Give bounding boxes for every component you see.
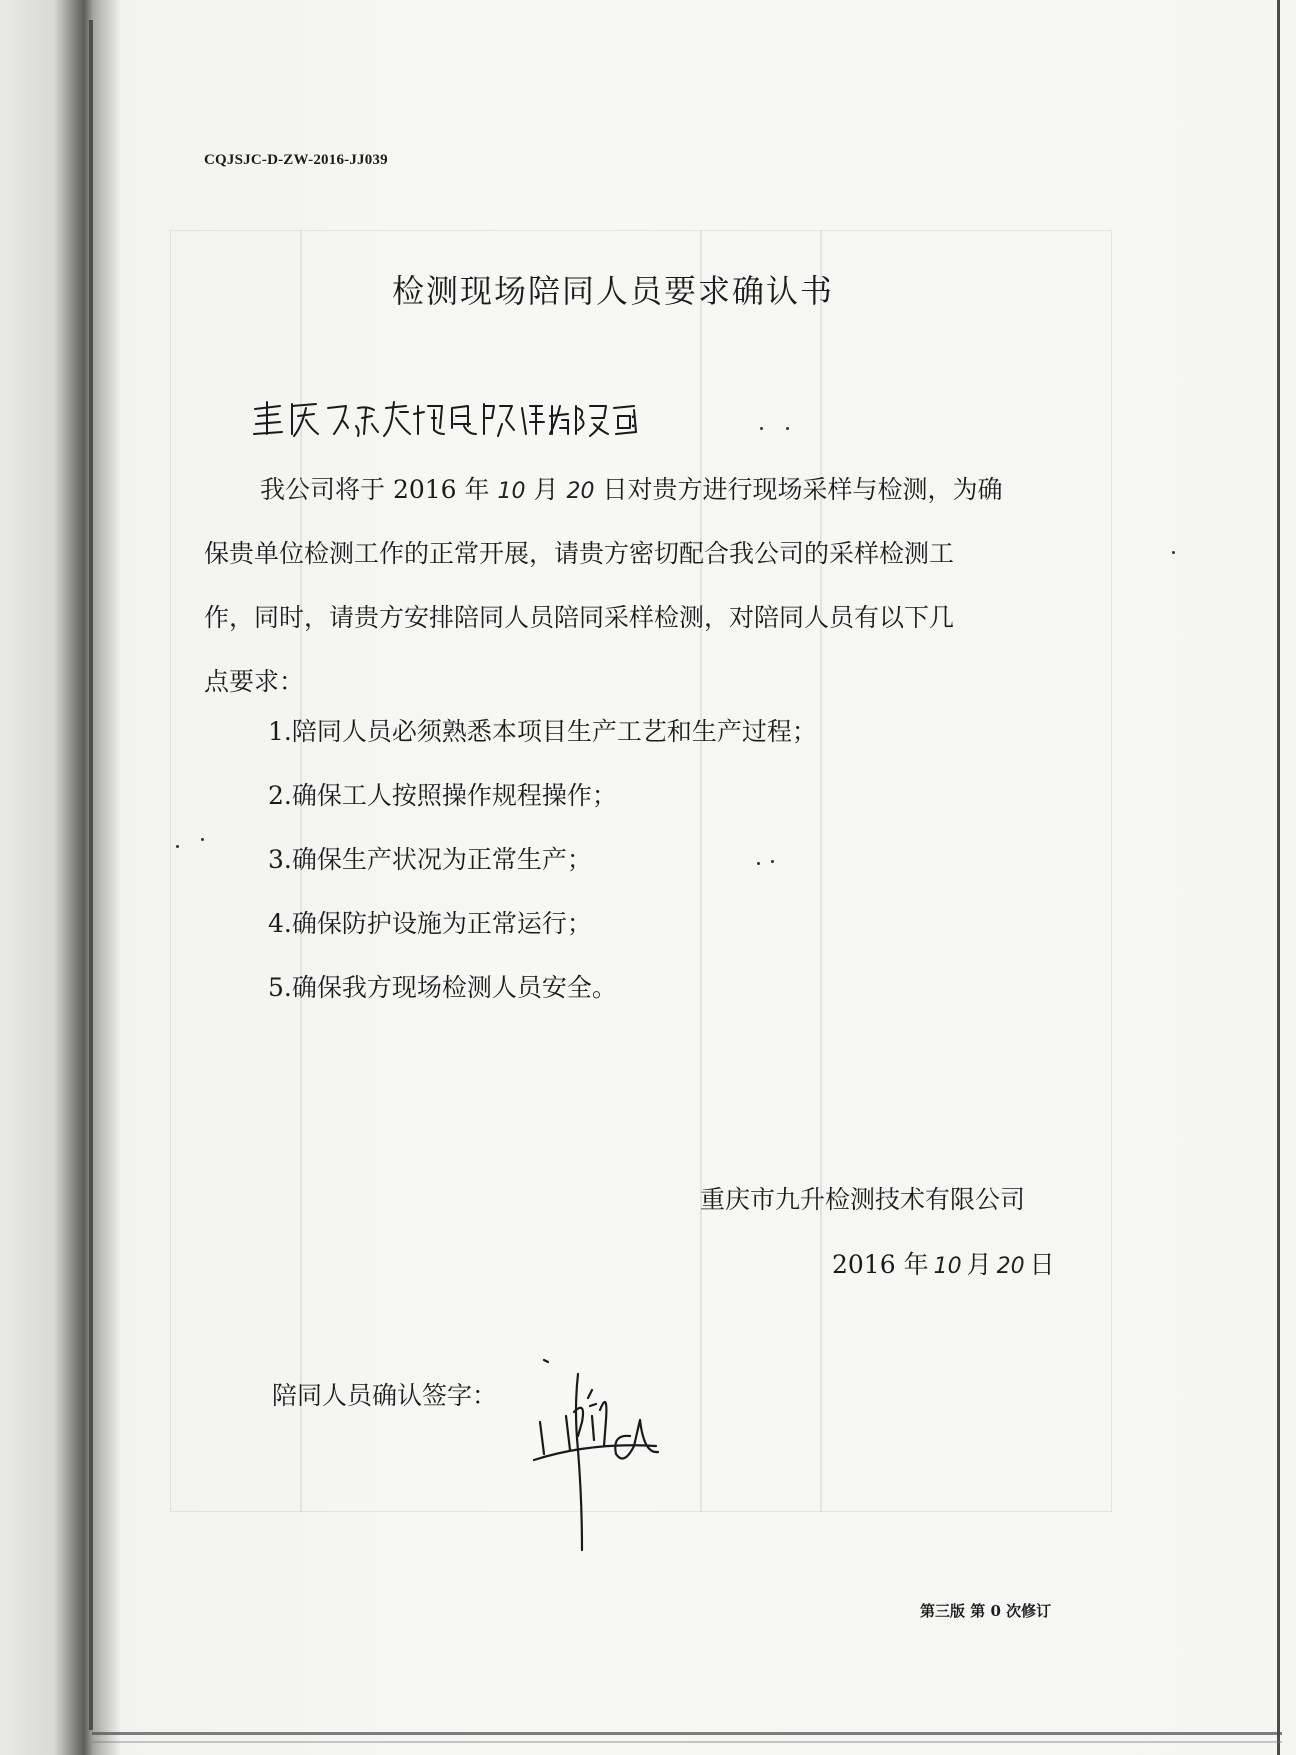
date-text-segment: 日 xyxy=(1029,1250,1055,1279)
page-edge-right xyxy=(1277,0,1280,1755)
binding-shadow xyxy=(0,0,120,1755)
scan-speck xyxy=(176,845,179,848)
requirement-item: 5.确保我方现场检测人员安全。 xyxy=(268,973,617,1002)
document-code: CQJSJC-D-ZW-2016-JJ039 xyxy=(204,152,388,168)
scan-speck xyxy=(1172,551,1175,554)
document-title: 检测现场陪同人员要求确认书 xyxy=(392,272,835,310)
addressee-handwritten xyxy=(250,394,640,444)
scan-speck xyxy=(771,860,774,863)
handwritten-month: 10 xyxy=(933,1254,962,1279)
page-edge-bottom-shadow xyxy=(92,1741,1282,1743)
body-line-2: 保贵单位检测工作的正常开展，请贵方密切配合我公司的采样检测工 xyxy=(204,539,955,568)
signature-label: 陪同人员确认签字： xyxy=(272,1381,498,1410)
issuer-company: 重庆市九升检测技术有限公司 xyxy=(700,1185,1026,1214)
scan-speck xyxy=(760,427,763,430)
handwriting-addressee xyxy=(250,394,640,444)
issue-date xyxy=(832,1245,1055,1281)
handwritten-month: 10 xyxy=(497,479,526,504)
scan-speck xyxy=(201,838,204,841)
signature-strokes xyxy=(530,1350,690,1560)
scan-speck xyxy=(757,862,760,865)
addressee-colon: ： xyxy=(628,409,651,434)
handwritten-day: 20 xyxy=(566,479,595,504)
show-through-column xyxy=(820,230,822,1512)
scan-speck xyxy=(786,427,789,430)
handwritten-signature xyxy=(530,1350,690,1560)
body-line-1 xyxy=(260,458,1003,524)
binding-edge xyxy=(89,20,93,1730)
body-text-segment: 我公司将于 2016 年 xyxy=(260,475,490,504)
date-text-segment: 2016 年 xyxy=(832,1250,929,1279)
date-text-segment: 月 xyxy=(966,1250,992,1279)
requirement-item: 3.确保生产状况为正常生产； xyxy=(268,845,592,874)
body-text-segment: 月 xyxy=(533,475,559,504)
body-line-3: 作，同时，请贵方安排陪同人员陪同采样检测，对陪同人员有以下几 xyxy=(204,603,955,632)
handwritten-day: 20 xyxy=(996,1254,1025,1279)
revision-footer: 第三版 第 0 次修订 xyxy=(920,1602,1052,1620)
requirement-item: 4.确保防护设施为正常运行； xyxy=(268,909,592,938)
body-text-segment: 日对贵方进行现场采样与检测，为确 xyxy=(602,475,1003,504)
page-edge-bottom xyxy=(92,1732,1282,1735)
requirement-item: 1.陪同人员必须熟悉本项目生产工艺和生产过程； xyxy=(268,717,817,746)
body-line-4: 点要求： xyxy=(204,667,305,696)
show-through-column xyxy=(700,230,702,1512)
requirement-item: 2.确保工人按照操作规程操作； xyxy=(268,781,617,810)
